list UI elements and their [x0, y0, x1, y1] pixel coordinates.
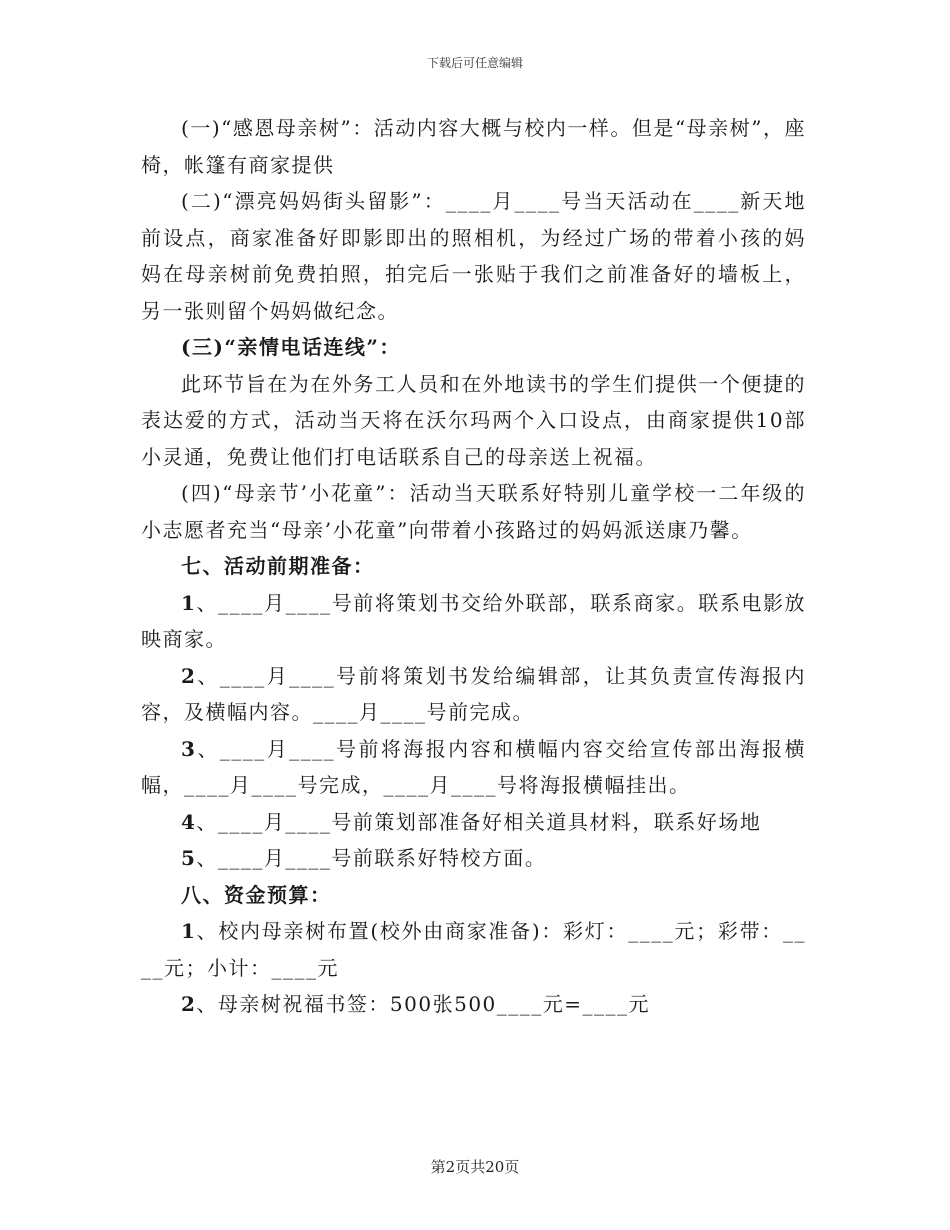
page-header-watermark: 下载后可任意编辑: [426, 56, 523, 70]
item-text: 、____月____号前联系好特校方面。: [196, 846, 547, 870]
paragraph-mothers-tree: (一)“感恩母亲树”：活动内容大概与校内一样。但是“母亲树”，座椅，帐篷有商家提供: [141, 116, 806, 177]
item-text: 、____月____号前将策划书发给编辑部，让其负责宣传海报内容，及横幅内容。____月____号前完成。: [141, 663, 806, 724]
item-number: 5: [181, 846, 197, 870]
item-text: 、____月____号前策划部准备好相关道具材料，联系好场地: [196, 809, 762, 834]
list-item-budget: [141, 913, 806, 986]
list-item-prep: [141, 658, 806, 731]
item-number: 1: [181, 590, 197, 615]
heading-budget: 八、资金预算：: [181, 882, 332, 907]
document-body: [141, 110, 806, 1023]
item-number: 3: [181, 736, 197, 761]
item-number: 4: [181, 809, 197, 834]
list-item-prep: [141, 585, 806, 658]
item-text: 、母亲树祝福书签：500张500____元=____元: [196, 992, 651, 1016]
page-number: 第2页共20页: [430, 1158, 520, 1176]
item-number: 2: [181, 663, 197, 688]
list-item-prep: [141, 804, 806, 841]
paragraph-phone-hotline: 此环节旨在为在外务工人员和在外地读书的学生们提供一个便捷的表达爱的方式，活动当天将在沃尔玛两个入口设点，由商家提供10部小灵通，免费让他们打电话联系自己的母亲送上祝福。: [141, 371, 806, 469]
paragraph-street-photo: (二)“漂亮妈妈街头留影”：____月____号当天活动在____新天地前设点，商家准备好即影即出的照相机，为经过广场的带着小孩的妈妈在母亲树前免费拍照，拍完后一张贴于我们之前准备好的墙板上，另一张则留个妈妈做纪念。: [141, 189, 806, 323]
heading-preparation: 七、活动前期准备：: [181, 554, 375, 578]
item-number: 1: [181, 919, 197, 943]
heading-phone-hotline: (三)“亲情电话连线”：: [181, 335, 401, 359]
item-text: 、____月____号前将海报内容和横幅内容交给宣传部出海报横幅，____月____号完成，____月____号将海报横幅挂出。: [141, 736, 806, 797]
list-item-prep: [141, 731, 806, 804]
list-item-prep: [141, 840, 806, 877]
item-text: 、校内母亲树布置(校外由商家准备)：彩灯：____元；彩带：____元；小计：____元: [141, 919, 806, 980]
item-number: 2: [181, 992, 197, 1016]
item-text: 、____月____号前将策划书交给外联部，联系商家。联系电影放映商家。: [141, 590, 806, 651]
paragraph-flower-kids: (四)“母亲节’小花童”：活动当天联系好特别儿童学校一二年级的小志愿者充当“母亲’小花童”向带着小孩路过的妈妈派送康乃馨。: [141, 481, 806, 542]
list-item-budget: [141, 986, 806, 1023]
